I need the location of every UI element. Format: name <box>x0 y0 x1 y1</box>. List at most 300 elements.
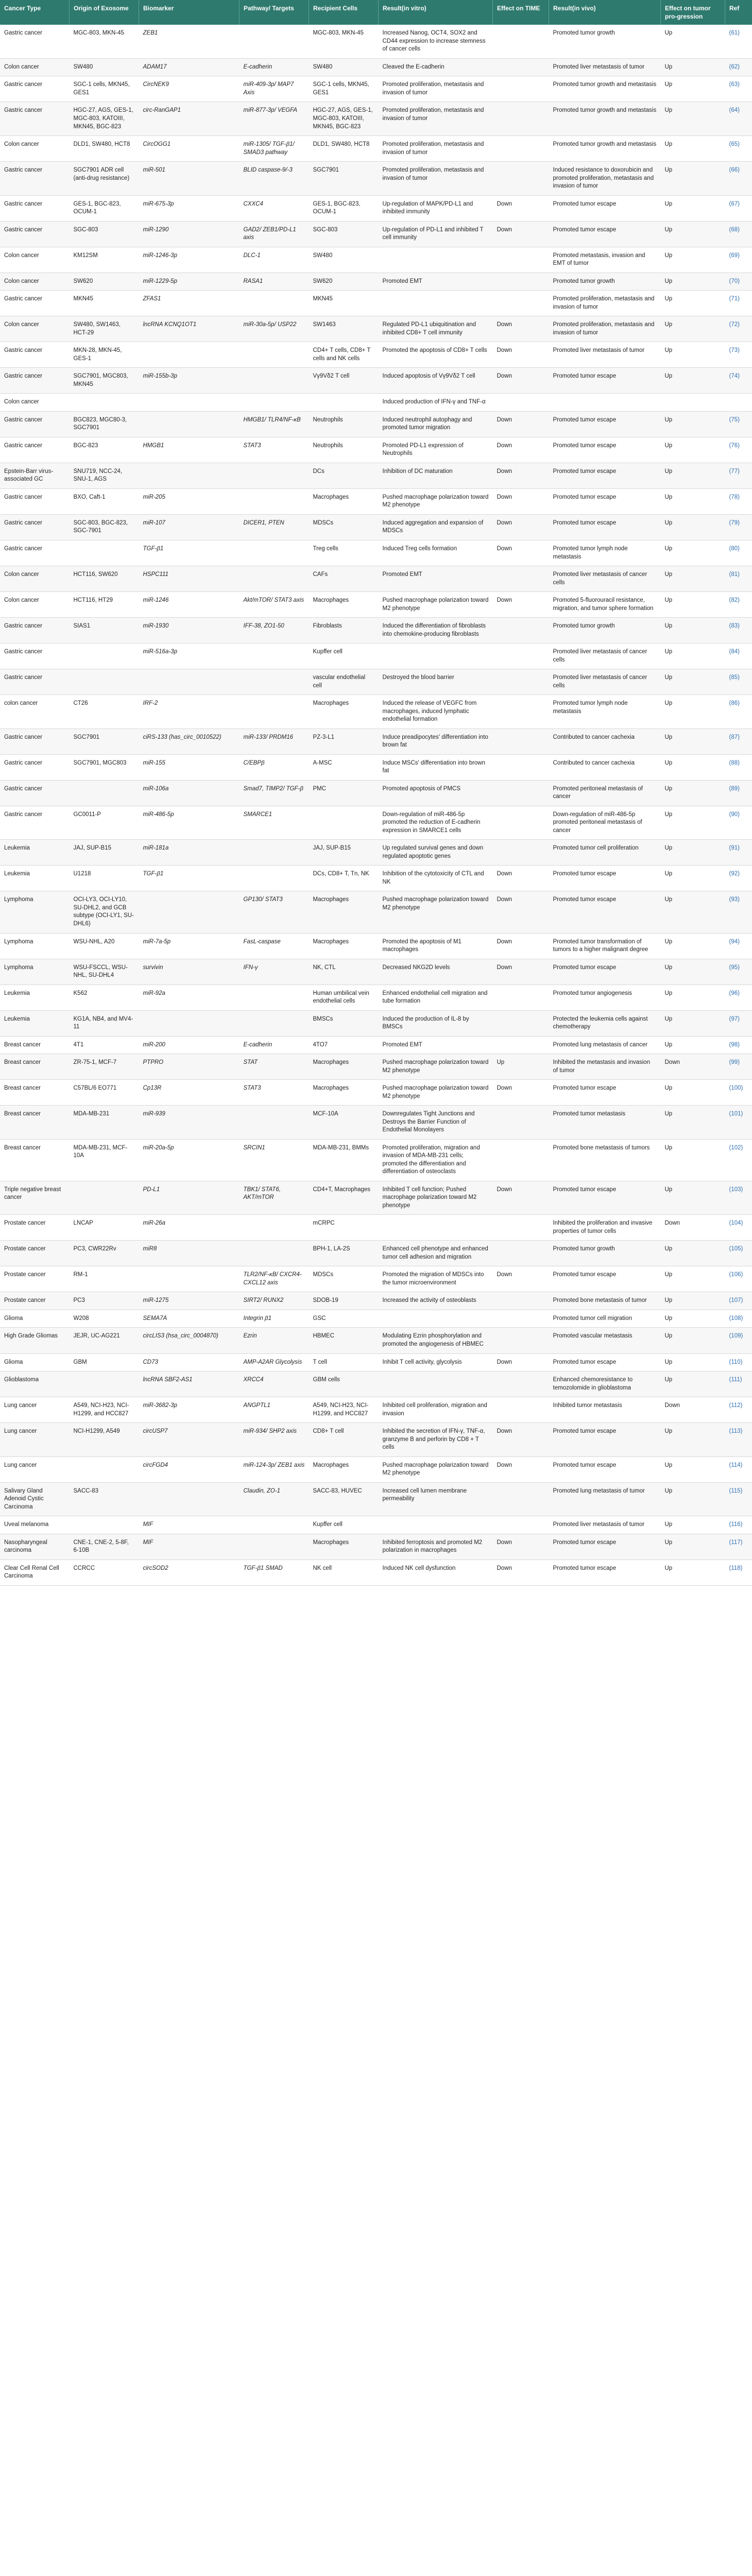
cell-vivo: Promoted tumor escape <box>549 1266 661 1292</box>
table-row <box>0 136 752 162</box>
cell-ref[interactable]: (63) <box>725 76 752 102</box>
cell-ref[interactable]: (62) <box>725 58 752 76</box>
header-cancer-type: Cancer Type <box>0 0 70 25</box>
cell-biomarker: circUSP7 <box>139 1423 240 1457</box>
cell-pathway <box>240 1534 309 1560</box>
cell-ref[interactable]: (65) <box>725 136 752 162</box>
cell-biomarker: miR-26a <box>139 1215 240 1241</box>
cell-cancer-type: Leukemia <box>0 1010 70 1036</box>
cell-biomarker: miR8 <box>139 1241 240 1266</box>
cell-time <box>493 1139 549 1181</box>
cell-biomarker: SEMA7A <box>139 1310 240 1328</box>
cell-cancer-type: Glioma <box>0 1353 70 1371</box>
cell-recipient: GSC <box>309 1310 379 1328</box>
cell-origin: HCT116, SW620 <box>70 566 139 592</box>
cell-biomarker: circSOD2 <box>139 1560 240 1585</box>
cell-ref[interactable]: (98) <box>725 1036 752 1054</box>
cell-ref[interactable]: (77) <box>725 463 752 488</box>
cell-ref[interactable]: (72) <box>725 316 752 342</box>
table-row <box>0 1241 752 1266</box>
cell-time: Down <box>493 540 549 566</box>
cell-ref[interactable]: (67) <box>725 195 752 221</box>
cell-ref[interactable]: (107) <box>725 1292 752 1310</box>
cell-biomarker <box>139 1010 240 1036</box>
cell-cancer-type: Colon cancer <box>0 247 70 273</box>
cell-effect: Up <box>661 1371 725 1397</box>
cell-ref[interactable]: (117) <box>725 1534 752 1560</box>
cell-cancer-type: Lung cancer <box>0 1423 70 1457</box>
cell-vivo: Promoted peritoneal metastasis of cancer <box>549 780 661 806</box>
cell-cancer-type: Prostate cancer <box>0 1241 70 1266</box>
cell-biomarker: CircOGG1 <box>139 136 240 162</box>
cell-vitro: Pushed macrophage polarization toward M2 phenotype <box>379 592 493 618</box>
cell-origin: BGC-823 <box>70 437 139 463</box>
cell-recipient: HGC-27, AGS, GES-1, MGC-803, KATOIII, MKN45, BGC-823 <box>309 102 379 136</box>
cell-vitro: Down-regulation of miR-486-5p promoted the reduction of E-cadherin expression in SMARCE1 cells <box>379 806 493 840</box>
cell-origin: JEJR, UC-AG221 <box>70 1328 139 1353</box>
cell-effect: Up <box>661 643 725 669</box>
cell-cancer-type: Leukemia <box>0 840 70 866</box>
cell-origin: CNE-1, CNE-2, 5-8F, 6-10B <box>70 1534 139 1560</box>
cell-ref[interactable]: (118) <box>725 1560 752 1585</box>
cell-pathway: C/EBPβ <box>240 754 309 780</box>
cell-pathway <box>240 368 309 394</box>
cell-recipient: MKN45 <box>309 291 379 316</box>
cell-ref[interactable]: (102) <box>725 1139 752 1181</box>
cell-time <box>493 695 549 729</box>
cell-ref[interactable]: (91) <box>725 840 752 866</box>
cell-time: Down <box>493 221 549 247</box>
cell-biomarker: ciRS-133 (has_circ_0010522) <box>139 728 240 754</box>
cell-time <box>493 247 549 273</box>
cell-vitro: Promoted EMT <box>379 566 493 592</box>
cell-vivo: Promoted tumor growth <box>549 273 661 291</box>
cell-pathway: STAT3 <box>240 1080 309 1106</box>
cell-ref[interactable]: (75) <box>725 411 752 437</box>
cell-effect: Up <box>661 1241 725 1266</box>
cell-cancer-type: Gastric cancer <box>0 806 70 840</box>
cell-vitro: Induced the differentiation of fibroblasts into chemokine-producing fibroblasts <box>379 618 493 643</box>
cell-recipient: SW480 <box>309 58 379 76</box>
cell-ref[interactable]: (61) <box>725 25 752 58</box>
cell-vivo: Promoted tumor escape <box>549 1080 661 1106</box>
cell-pathway: ANGPTL1 <box>240 1397 309 1423</box>
cell-pathway: SRCIN1 <box>240 1139 309 1181</box>
cell-vivo: Promoted tumor escape <box>549 1353 661 1371</box>
cell-vivo: Promoted lung metastasis of tumor <box>549 1482 661 1516</box>
cell-cancer-type: Gastric cancer <box>0 643 70 669</box>
cell-ref[interactable]: (92) <box>725 866 752 891</box>
cell-effect: Up <box>661 368 725 394</box>
cell-vitro: Promoted EMT <box>379 1036 493 1054</box>
cell-recipient: vascular endothelial cell <box>309 669 379 695</box>
cell-effect: Up <box>661 342 725 368</box>
cell-cancer-type: Gastric cancer <box>0 342 70 368</box>
cell-origin: MDA-MB-231 <box>70 1106 139 1140</box>
cell-recipient: Neutrophils <box>309 437 379 463</box>
cell-effect: Up <box>661 985 725 1010</box>
cell-vivo: Promoted liver metastasis of tumor <box>549 58 661 76</box>
cell-ref[interactable]: (93) <box>725 891 752 933</box>
table-row <box>0 1397 752 1423</box>
cell-origin: CCRCC <box>70 1560 139 1585</box>
cell-effect: Up <box>661 1328 725 1353</box>
cell-ref[interactable]: (113) <box>725 1423 752 1457</box>
table-row <box>0 463 752 488</box>
cell-vivo: Promoted tumor escape <box>549 488 661 514</box>
cell-ref[interactable]: (68) <box>725 221 752 247</box>
cell-vivo: Promoted tumor escape <box>549 1560 661 1585</box>
cell-origin <box>70 1181 139 1215</box>
cell-time: Down <box>493 1560 549 1585</box>
cell-time: Down <box>493 1534 549 1560</box>
cell-biomarker: HMGB1 <box>139 437 240 463</box>
cell-recipient: Macrophages <box>309 1456 379 1482</box>
cell-pathway: TGF-β1 SMAD <box>240 1560 309 1585</box>
cell-ref[interactable]: (81) <box>725 566 752 592</box>
cell-vitro: Induced production of IFN-γ and TNF-α <box>379 394 493 412</box>
cell-ref[interactable]: (73) <box>725 342 752 368</box>
cell-ref[interactable]: (66) <box>725 162 752 196</box>
cell-cancer-type: Breast cancer <box>0 1106 70 1140</box>
cell-vitro: Induced aggregation and expansion of MDSCs <box>379 514 493 540</box>
cell-effect: Up <box>661 695 725 729</box>
cell-ref[interactable]: (109) <box>725 1328 752 1353</box>
cell-vitro <box>379 1371 493 1397</box>
cell-vivo: Promoted lung metastasis of cancer <box>549 1036 661 1054</box>
cell-biomarker: miR-181a <box>139 840 240 866</box>
cell-cancer-type: Gastric cancer <box>0 618 70 643</box>
cell-effect: Up <box>661 1456 725 1482</box>
cell-time <box>493 780 549 806</box>
cell-biomarker: miR-1246 <box>139 592 240 618</box>
cell-recipient: Macrophages <box>309 592 379 618</box>
cell-biomarker: ZFAS1 <box>139 291 240 316</box>
cell-vivo: Inhibited the metastasis and invasion of tumor <box>549 1054 661 1080</box>
cell-cancer-type: Colon cancer <box>0 273 70 291</box>
cell-vivo: Inhibited the proliferation and invasive properties of tumor cells <box>549 1215 661 1241</box>
cell-ref[interactable]: (114) <box>725 1456 752 1482</box>
cell-ref[interactable]: (71) <box>725 291 752 316</box>
table-row <box>0 1423 752 1457</box>
cell-time <box>493 394 549 412</box>
cell-vitro <box>379 1516 493 1534</box>
cell-effect: Up <box>661 1036 725 1054</box>
cell-cancer-type: Gastric cancer <box>0 162 70 196</box>
cell-effect: Up <box>661 76 725 102</box>
cell-biomarker: CD73 <box>139 1353 240 1371</box>
cell-ref[interactable]: (78) <box>725 488 752 514</box>
cell-ref[interactable]: (90) <box>725 806 752 840</box>
cell-origin <box>70 1516 139 1534</box>
cell-origin: SGC7901, MGC803 <box>70 754 139 780</box>
cell-ref[interactable]: (76) <box>725 437 752 463</box>
cell-ref[interactable]: (80) <box>725 540 752 566</box>
table-row <box>0 566 752 592</box>
cell-cancer-type: Leukemia <box>0 866 70 891</box>
table-row <box>0 273 752 291</box>
cell-ref[interactable]: (74) <box>725 368 752 394</box>
cell-origin: SGC-803, BGC-823, SGC-7901 <box>70 514 139 540</box>
cell-vivo: Promoted tumor escape <box>549 1456 661 1482</box>
cell-time <box>493 1106 549 1140</box>
cell-vivo: Promoted tumor growth and metastasis <box>549 102 661 136</box>
cell-effect: Up <box>661 195 725 221</box>
cell-effect: Up <box>661 540 725 566</box>
cell-ref[interactable]: (106) <box>725 1266 752 1292</box>
cell-pathway: E-cadherin <box>240 58 309 76</box>
cell-cancer-type: Colon cancer <box>0 394 70 412</box>
cell-ref[interactable]: (79) <box>725 514 752 540</box>
cell-effect: Up <box>661 806 725 840</box>
cell-biomarker: IRF-2 <box>139 695 240 729</box>
cell-recipient: JAJ, SUP-B15 <box>309 840 379 866</box>
cell-biomarker <box>139 463 240 488</box>
cell-vivo: Promoted proliferation, metastasis and invasion of tumor <box>549 291 661 316</box>
cell-time <box>493 985 549 1010</box>
cell-ref[interactable]: (82) <box>725 592 752 618</box>
cell-vivo: Promoted tumor escape <box>549 1534 661 1560</box>
cell-pathway: STAT3 <box>240 437 309 463</box>
cell-cancer-type: Gastric cancer <box>0 291 70 316</box>
cell-vitro: Promoted proliferation, migration and invasion of MDA-MB-231 cells; promoted the differentiation and differentiation of osteoclasts <box>379 1139 493 1181</box>
cell-ref[interactable]: (103) <box>725 1181 752 1215</box>
cell-biomarker: CircNEK9 <box>139 76 240 102</box>
header-effect: Effect on tumor pro-gression <box>661 0 725 25</box>
cell-pathway: miR-124-3p/ ZEB1 axis <box>240 1456 309 1482</box>
cell-vivo: Promoted tumor transformation of tumors to a higher malignant degree <box>549 933 661 959</box>
table-row <box>0 540 752 566</box>
cell-effect: Up <box>661 411 725 437</box>
cell-ref[interactable]: (84) <box>725 643 752 669</box>
cell-time <box>493 162 549 196</box>
cell-time: Down <box>493 866 549 891</box>
cell-origin: LNCAP <box>70 1215 139 1241</box>
cell-recipient: DCs <box>309 463 379 488</box>
cell-vivo: Promoted tumor escape <box>549 891 661 933</box>
cell-time: Down <box>493 1181 549 1215</box>
cell-pathway <box>240 540 309 566</box>
cell-cancer-type: Gastric cancer <box>0 195 70 221</box>
table-row <box>0 437 752 463</box>
cell-effect: Up <box>661 514 725 540</box>
cell-vitro: Inhibited cell proliferation, migration and invasion <box>379 1397 493 1423</box>
cell-biomarker: miR-155b-3p <box>139 368 240 394</box>
cell-recipient: T cell <box>309 1353 379 1371</box>
cell-recipient: MDSCs <box>309 514 379 540</box>
cell-ref[interactable]: (105) <box>725 1241 752 1266</box>
cell-vivo: Protected the leukemia cells against chemotherapy <box>549 1010 661 1036</box>
cell-vitro: Pushed macrophage polarization toward M2 phenotype <box>379 1080 493 1106</box>
cell-recipient: CD8+ T cell <box>309 1423 379 1457</box>
cell-cancer-type: Gastric cancer <box>0 514 70 540</box>
cell-effect: Up <box>661 136 725 162</box>
cell-ref[interactable]: (86) <box>725 695 752 729</box>
cell-time <box>493 58 549 76</box>
cell-origin: WSU-NHL, A20 <box>70 933 139 959</box>
cell-ref[interactable]: (108) <box>725 1310 752 1328</box>
cell-cancer-type: Gastric cancer <box>0 411 70 437</box>
cell-biomarker: miR-486-5p <box>139 806 240 840</box>
cell-ref[interactable]: (85) <box>725 669 752 695</box>
cell-effect: Up <box>661 1423 725 1457</box>
cell-vitro: Increased cell lumen membrane permeability <box>379 1482 493 1516</box>
cell-effect: Down <box>661 1054 725 1080</box>
cell-time: Down <box>493 514 549 540</box>
cell-vitro: Destroyed the blood barrier <box>379 669 493 695</box>
cell-ref[interactable]: (87) <box>725 728 752 754</box>
cell-cancer-type: Leukemia <box>0 985 70 1010</box>
cell-vitro: Promoted the apoptosis of CD8+ T cells <box>379 342 493 368</box>
cell-origin: CT26 <box>70 695 139 729</box>
cell-ref[interactable] <box>725 394 752 412</box>
cell-ref[interactable]: (110) <box>725 1353 752 1371</box>
cell-vivo: Promoted tumor growth and metastasis <box>549 136 661 162</box>
cell-vitro: Promoted proliferation, metastasis and invasion of tumor <box>379 162 493 196</box>
cell-recipient: MCF-10A <box>309 1106 379 1140</box>
cell-effect: Up <box>661 566 725 592</box>
cell-vitro <box>379 1215 493 1241</box>
cell-vitro: Enhanced cell phenotype and enhanced tumor cell adhesion and migration <box>379 1241 493 1266</box>
cell-recipient: DCs, CD8+ T, Tn, NK <box>309 866 379 891</box>
cell-cancer-type: Gastric cancer <box>0 437 70 463</box>
cell-ref[interactable]: (83) <box>725 618 752 643</box>
cell-ref[interactable]: (96) <box>725 985 752 1010</box>
cell-origin <box>70 1456 139 1482</box>
cell-time: Down <box>493 368 549 394</box>
cell-time <box>493 273 549 291</box>
cell-time <box>493 728 549 754</box>
cell-time <box>493 25 549 58</box>
cell-biomarker <box>139 669 240 695</box>
cell-cancer-type: Breast cancer <box>0 1080 70 1106</box>
cell-pathway <box>240 695 309 729</box>
cell-ref[interactable]: (100) <box>725 1080 752 1106</box>
cell-vitro: Inhibit T cell activity, glycolysis <box>379 1353 493 1371</box>
cell-ref[interactable]: (95) <box>725 959 752 985</box>
cell-biomarker: ZEB1 <box>139 25 240 58</box>
cell-biomarker: miR-501 <box>139 162 240 196</box>
cell-ref[interactable]: (97) <box>725 1010 752 1036</box>
cell-time <box>493 1036 549 1054</box>
cell-biomarker: miR-1246-3p <box>139 247 240 273</box>
cell-origin: GES-1, BGC-823, OCUM-1 <box>70 195 139 221</box>
cell-pathway: Integrin β1 <box>240 1310 309 1328</box>
cell-vitro: Pushed macrophage polarization toward M2 phenotype <box>379 1054 493 1080</box>
cell-recipient: BMSCs <box>309 1010 379 1036</box>
cell-vivo: Promoted tumor escape <box>549 1181 661 1215</box>
cell-ref[interactable]: (70) <box>725 273 752 291</box>
cell-pathway: E-cadherin <box>240 1036 309 1054</box>
cell-ref[interactable]: (89) <box>725 780 752 806</box>
cell-recipient: Macrophages <box>309 1534 379 1560</box>
cell-ref[interactable]: (112) <box>725 1397 752 1423</box>
cell-time: Down <box>493 959 549 985</box>
table-row <box>0 891 752 933</box>
cell-vitro: Promoted EMT <box>379 273 493 291</box>
cell-recipient: GES-1, BGC-823, OCUM-1 <box>309 195 379 221</box>
cell-ref[interactable]: (111) <box>725 1371 752 1397</box>
cell-pathway: DICER1, PTEN <box>240 514 309 540</box>
cell-recipient <box>309 806 379 840</box>
cell-effect: Up <box>661 291 725 316</box>
cell-vitro: Inhibition of the cytotoxicity of CTL and NK <box>379 866 493 891</box>
cell-vitro: Pushed macrophage polarization toward M2 phenotype <box>379 488 493 514</box>
table-row <box>0 754 752 780</box>
cell-vitro <box>379 643 493 669</box>
cell-vivo: Promoted liver metastasis of cancer cells <box>549 566 661 592</box>
cell-vivo: Promoted tumor cell proliferation <box>549 840 661 866</box>
cell-vivo: Promoted tumor lymph node metastasis <box>549 540 661 566</box>
cell-effect: Up <box>661 1106 725 1140</box>
table-row <box>0 1266 752 1292</box>
cell-pathway: IFN-γ <box>240 959 309 985</box>
cell-time: Down <box>493 1423 549 1457</box>
cell-time: Down <box>493 1353 549 1371</box>
cell-ref[interactable]: (116) <box>725 1516 752 1534</box>
cell-origin <box>70 669 139 695</box>
cell-origin <box>70 1371 139 1397</box>
cell-vitro: Promoted PD-L1 expression of Neutrophils <box>379 437 493 463</box>
cell-vitro: Inhibited ferroptosis and promoted M2 polarization in macrophages <box>379 1534 493 1560</box>
cell-origin: GC0011-P <box>70 806 139 840</box>
cell-recipient: SGC7901 <box>309 162 379 196</box>
cell-ref[interactable]: (101) <box>725 1106 752 1140</box>
cell-ref[interactable]: (69) <box>725 247 752 273</box>
cell-origin: SW480 <box>70 58 139 76</box>
cell-effect: Up <box>661 1516 725 1534</box>
cell-biomarker: HSPC111 <box>139 566 240 592</box>
cell-cancer-type: Gastric cancer <box>0 102 70 136</box>
cell-origin: SW620 <box>70 273 139 291</box>
cell-recipient: SGC-803 <box>309 221 379 247</box>
cell-time: Down <box>493 488 549 514</box>
cell-vitro: Increased Nanog, OCT4, SOX2 and CD44 expression to increase stemness of cancer cells <box>379 25 493 58</box>
table-row <box>0 592 752 618</box>
cell-ref[interactable]: (94) <box>725 933 752 959</box>
cell-pathway <box>240 643 309 669</box>
cell-origin: U1218 <box>70 866 139 891</box>
cell-vivo: Down-regulation of miR-486-5p promoted peritoneal metastasis of cancer <box>549 806 661 840</box>
cell-ref[interactable]: (64) <box>725 102 752 136</box>
cell-pathway: Claudin, ZO-1 <box>240 1482 309 1516</box>
cell-origin: KM12SM <box>70 247 139 273</box>
cell-recipient: MGC-803, MKN-45 <box>309 25 379 58</box>
header-ref: Ref <box>725 0 752 25</box>
table-row <box>0 368 752 394</box>
cell-cancer-type: Breast cancer <box>0 1036 70 1054</box>
cell-pathway: GAD2/ ZEB1/PD-L1 axis <box>240 221 309 247</box>
cell-pathway: Smad7, TIMP2/ TGF-β <box>240 780 309 806</box>
cell-recipient: Macrophages <box>309 488 379 514</box>
cell-biomarker <box>139 394 240 412</box>
cell-cancer-type: Gastric cancer <box>0 728 70 754</box>
table-row <box>0 1560 752 1585</box>
cell-recipient: SW620 <box>309 273 379 291</box>
cell-ref[interactable]: (115) <box>725 1482 752 1516</box>
table-row <box>0 102 752 136</box>
cell-vivo: Inhibited tumor metastasis <box>549 1397 661 1423</box>
cell-ref[interactable]: (104) <box>725 1215 752 1241</box>
cell-vitro: Promoted apoptosis of PMCS <box>379 780 493 806</box>
cell-ref[interactable]: (99) <box>725 1054 752 1080</box>
cell-vivo: Promoted tumor escape <box>549 1423 661 1457</box>
cell-origin: MKN45 <box>70 291 139 316</box>
cell-ref[interactable]: (88) <box>725 754 752 780</box>
cell-origin: SGC-1 cells, MKN45, GES1 <box>70 76 139 102</box>
cell-pathway: SIRT2/ RUNX2 <box>240 1292 309 1310</box>
cell-biomarker: miR-675-3p <box>139 195 240 221</box>
